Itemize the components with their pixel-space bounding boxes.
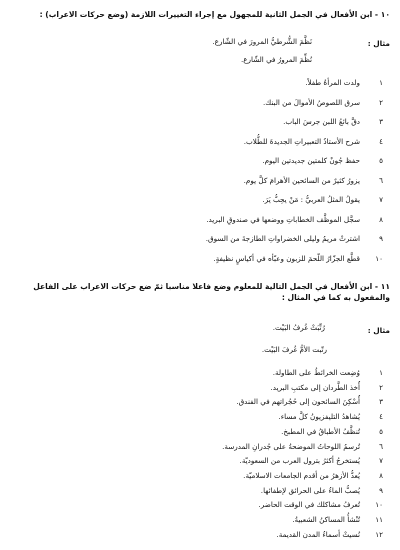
item-sentence: يزورُ كثيرٌ من السائحين الأهرامَ كلَّ يوم. (243, 175, 360, 185)
list-item (0, 427, 400, 439)
list-item (0, 397, 400, 409)
item-number: ١١ (375, 515, 383, 524)
item-number: ٨ (379, 470, 383, 480)
item-number: ٦ (379, 441, 383, 451)
item-sentence: نُسيتْ أسماءُ المدن القديمة. (276, 529, 360, 539)
list-item (0, 442, 400, 454)
example-sentence-passive: رُتِّبَتْ غُرفُ البَيْت. (272, 323, 325, 332)
item-sentence: تُعرفُ مشاكلك في الوقت الحاضر. (258, 500, 360, 510)
item-sentence: وُضِعت الخرائطُ على الطاولة. (272, 368, 360, 377)
item-number: ١٠ (375, 253, 383, 263)
item-sentence: تُنْشأُ المساكنُ الشعبيةُ. (292, 515, 360, 524)
item-number: ١٠ (375, 500, 383, 510)
item-number: ٨ (379, 214, 383, 224)
example-sentence-passive: نُظِّمَ المرورُ في الشّارع. (240, 55, 312, 64)
list-item (0, 215, 400, 227)
example-label: مثال : (367, 39, 390, 48)
item-sentence: ولدت المرأةُ طفلاً. (305, 78, 360, 87)
list-item (0, 500, 400, 512)
item-sentence: أُخذ الطَّردان إلى مكتبِ البريد. (270, 382, 360, 392)
item-sentence: يُصبُّ الماءُ على الحرائق لإطفائها. (260, 485, 360, 495)
item-number: ٢ (379, 97, 383, 107)
item-number: ١ (379, 368, 383, 377)
item-number: ٥ (379, 156, 383, 165)
item-number: ١٢ (375, 529, 383, 539)
list-item (0, 98, 400, 110)
list-item (0, 176, 400, 188)
item-sentence: أُسْكِنَ السائحون إلى حُجُراتهم في الفندق. (236, 397, 360, 407)
item-number: ٥ (379, 426, 383, 436)
list-item (0, 383, 400, 395)
list-item (0, 195, 400, 207)
item-sentence: يُشاهدُ التليفزيونُ كلَّ مساء. (278, 412, 360, 422)
item-number: ٣ (379, 117, 383, 126)
item-sentence: اشترتْ مريمُ وليلى الخضراواتِ الطازجةَ من السوق. (205, 234, 360, 243)
list-item (0, 156, 400, 168)
item-number: ٤ (379, 136, 383, 146)
list-item (0, 254, 400, 266)
item-sentence: سجَّل الموظَّف الخطاباتِ ووضعها في صندوقِ البريد. (206, 214, 360, 224)
list-item (0, 486, 400, 498)
item-number: ٦ (379, 175, 383, 185)
question-10-heading: ١٠ - ابن الأفعال في الجمل الثانية للمجهول مع إجراء التغييرات اللازمة (وضع حركات الاعراب) : (39, 10, 390, 19)
item-sentence: قطَّع الجزّارُ اللّحمَ للزبون وعبّأه في أكياسٍ نظيفةٍ. (213, 253, 360, 263)
example-sentence-active: رتّبت الأمُّ غُرفَ البَيْت. (261, 345, 327, 354)
example-label: مثال : (367, 326, 390, 335)
item-sentence: شرح الأستاذُ التعبيراتِ الجديدةَ للطُّلاب. (243, 136, 360, 146)
item-number: ٩ (379, 485, 383, 495)
item-number: ٧ (379, 195, 383, 204)
list-item (0, 78, 400, 90)
list-item (0, 412, 400, 424)
item-sentence: يُستخرجُ أكثرُ بترول العرب من السعوديّة. (239, 456, 360, 466)
item-number: ٩ (379, 234, 383, 243)
item-sentence: تُنظَّفُ الأطباقُ في المطبخ. (281, 426, 360, 436)
item-number: ٣ (379, 397, 383, 407)
list-item (0, 515, 400, 527)
item-sentence: حفظ جُونْ كلمتين جديدتين اليوم. (262, 156, 360, 165)
list-item (0, 117, 400, 129)
item-number: ٧ (379, 456, 383, 466)
item-number: ٤ (379, 412, 383, 422)
list-item (0, 137, 400, 149)
item-sentence: سرق اللصوصُ الأموالَ من البنك. (263, 97, 360, 107)
example-sentence-active: نَظَّمَ الشُّرطيُّ المرورَ في الشّارع. (212, 37, 312, 46)
list-item (0, 368, 400, 380)
item-number: ٢ (379, 382, 383, 392)
list-item (0, 530, 400, 542)
item-sentence: دقَّ بائعُ اللبن جرسَ الباب. (283, 117, 360, 126)
list-item (0, 471, 400, 483)
item-number: ١ (379, 78, 383, 87)
question-11-heading: ١١ - ابن الأفعال في الجمل التالية للمعلوم وضع فاعلا مناسبا ثمّ ضع حركات الاعراب على الفاعل والمفعول به كما في المثال : (33, 282, 390, 302)
item-sentence: يُعدُّ الأزهرُ من أقدم الجامعات الاسلاميّة. (243, 470, 360, 480)
list-item (0, 234, 400, 246)
item-sentence: يقولُ المثلُ العربيُّ : مَنْ يحِبُّ يَرَ. (262, 195, 360, 204)
item-sentence: تُرسمُ اللوحاتُ الموضحةُ على جُدرانِ المدرسة. (222, 441, 360, 451)
list-item (0, 456, 400, 468)
